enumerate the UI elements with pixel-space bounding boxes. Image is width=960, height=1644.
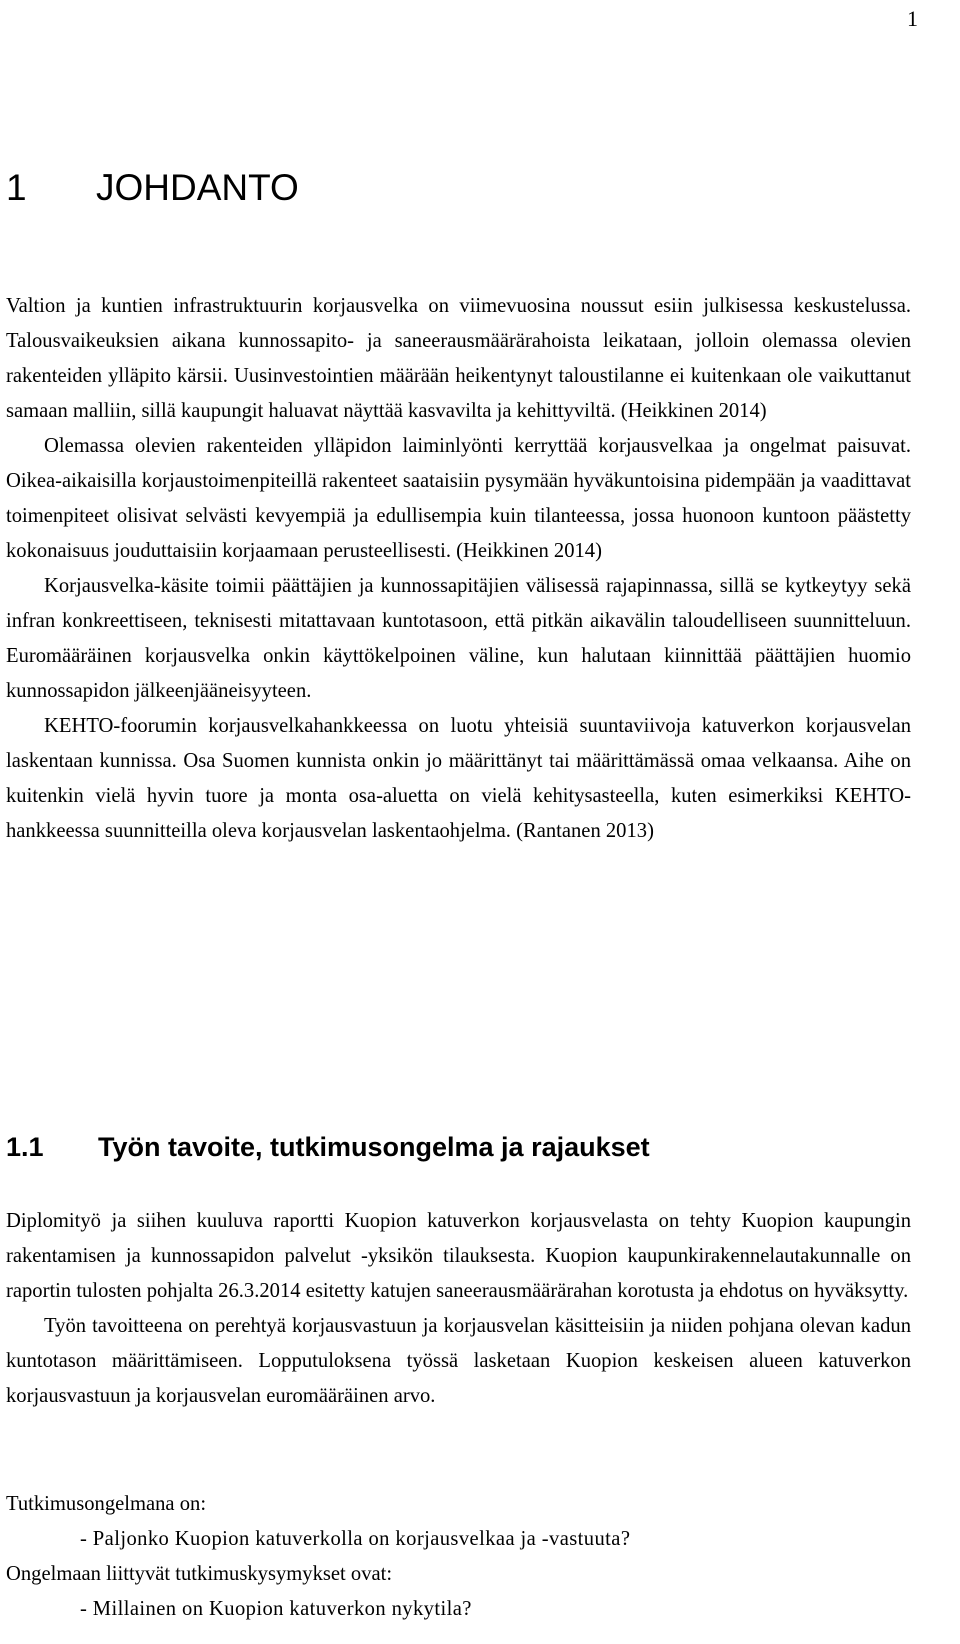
- section-title: Työn tavoite, tutkimusongelma ja rajaukset: [98, 1132, 650, 1162]
- research-problem-label: Tutkimusongelmana on:: [6, 1493, 207, 1515]
- section-paragraph: Diplomityö ja siihen kuuluva raportti Kuopion katuverkon korjausvelasta on tehty Kuopion kaupungin rakentamisen ja kunnossapidon palvelut -yksikön tilauksesta. Kuopion kaupunkirakennelautakunnalle on raportin tulosten pohjalta 26.3.2014 esitetty katujen saneerausmäärärahan korotusta ja ehdotus on hyväksytty.: [6, 1210, 911, 1302]
- intro-text: [6, 289, 911, 849]
- section-heading: [6, 1129, 650, 1165]
- intro-paragraph: Korjausvelka-käsite toimii päättäjien ja kunnossapitäjien välisessä rajapinnassa, sillä se kytkeytyy sekä infran konkreettiseen, teknisesti mitattavaan kuntotasoon, että pitkän aikavälin taloudelliseen suunnitteluun. Euromääräinen korjausvelka onkin käyttökelpoinen väline, kun halutaan kiinnittää päättäjien huomio kunnossapidon jälkeenjääneisyyteen.: [6, 575, 911, 702]
- section-paragraph: Työn tavoitteena on perehtyä korjausvastuun ja korjausvelan käsitteisiin ja niiden pohjana olevan kadun kuntotason määrittämiseen. Lopputuloksena työssä lasketaan Kuopion keskeisen alueen katuverkon korjausvastuun ja korjausvelan euromääräinen arvo.: [6, 1315, 911, 1407]
- intro-paragraph: Olemassa olevien rakenteiden ylläpidon laiminlyönti kerryttää korjausvelkaa ja ongelmat paisuvat. Oikea-aikaisilla korjaustoimenpiteillä rakenteet saataisiin pysymään hyväkuntoisina pidempään ja vaadittavat toimenpiteet olisivat selvästi kevyempiä ja edullisempia kuin tilanteessa, jossa huonoon kuntoon päästetty kokonaisuus jouduttaisiin korjaamaan perusteellisesti. (Heikkinen 2014): [6, 435, 911, 562]
- intro-paragraph: KEHTO-foorumin korjausvelkahankkeessa on luotu yhteisiä suuntaviivoja katuverkon korjausvelan laskentaan kunnissa. Osa Suomen kunnista onkin jo määrittänyt tai määrittämässä omaa velkaansa. Aihe on kuitenkin vielä hyvin tuore ja monta osa-aluetta on vielä kehitysasteella, kuten esimerkiksi KEHTO-hankkeessa suunnitteilla oleva korjausvelan laskentaohjelma. (Rantanen 2013): [6, 715, 911, 842]
- chapter-title: JOHDANTO: [96, 167, 299, 208]
- chapter-number: 1: [6, 167, 27, 208]
- section-text: [6, 1204, 911, 1414]
- chapter-heading: [6, 166, 299, 210]
- intro-paragraph: Valtion ja kuntien infrastruktuurin korjausvelka on viimevuosina noussut esiin julkisessa keskustelussa. Talousvaikeuksien aikana kunnossapito- ja saneerausmäärärahoista leikataan, jolloin olemassa olevien rakenteiden ylläpito kärsii. Uusinvestointien määrään heikentynyt taloustilanne ei kuitenkaan ole vaikuttanut samaan malliin, sillä kaupungit haluavat näyttää kasvavilta ja kehittyviltä. (Heikkinen 2014): [6, 295, 911, 422]
- research-question-item: - Millainen on Kuopion katuverkon nykytila?: [80, 1598, 472, 1620]
- section-number: 1.1: [6, 1132, 44, 1162]
- page-number: 1: [907, 6, 918, 31]
- research-problem-item: - Paljonko Kuopion katuverkolla on korjausvelkaa ja -vastuuta?: [80, 1528, 631, 1550]
- research-questions: [6, 1487, 911, 1627]
- research-questions-label: Ongelmaan liittyvät tutkimuskysymykset ovat:: [6, 1563, 393, 1585]
